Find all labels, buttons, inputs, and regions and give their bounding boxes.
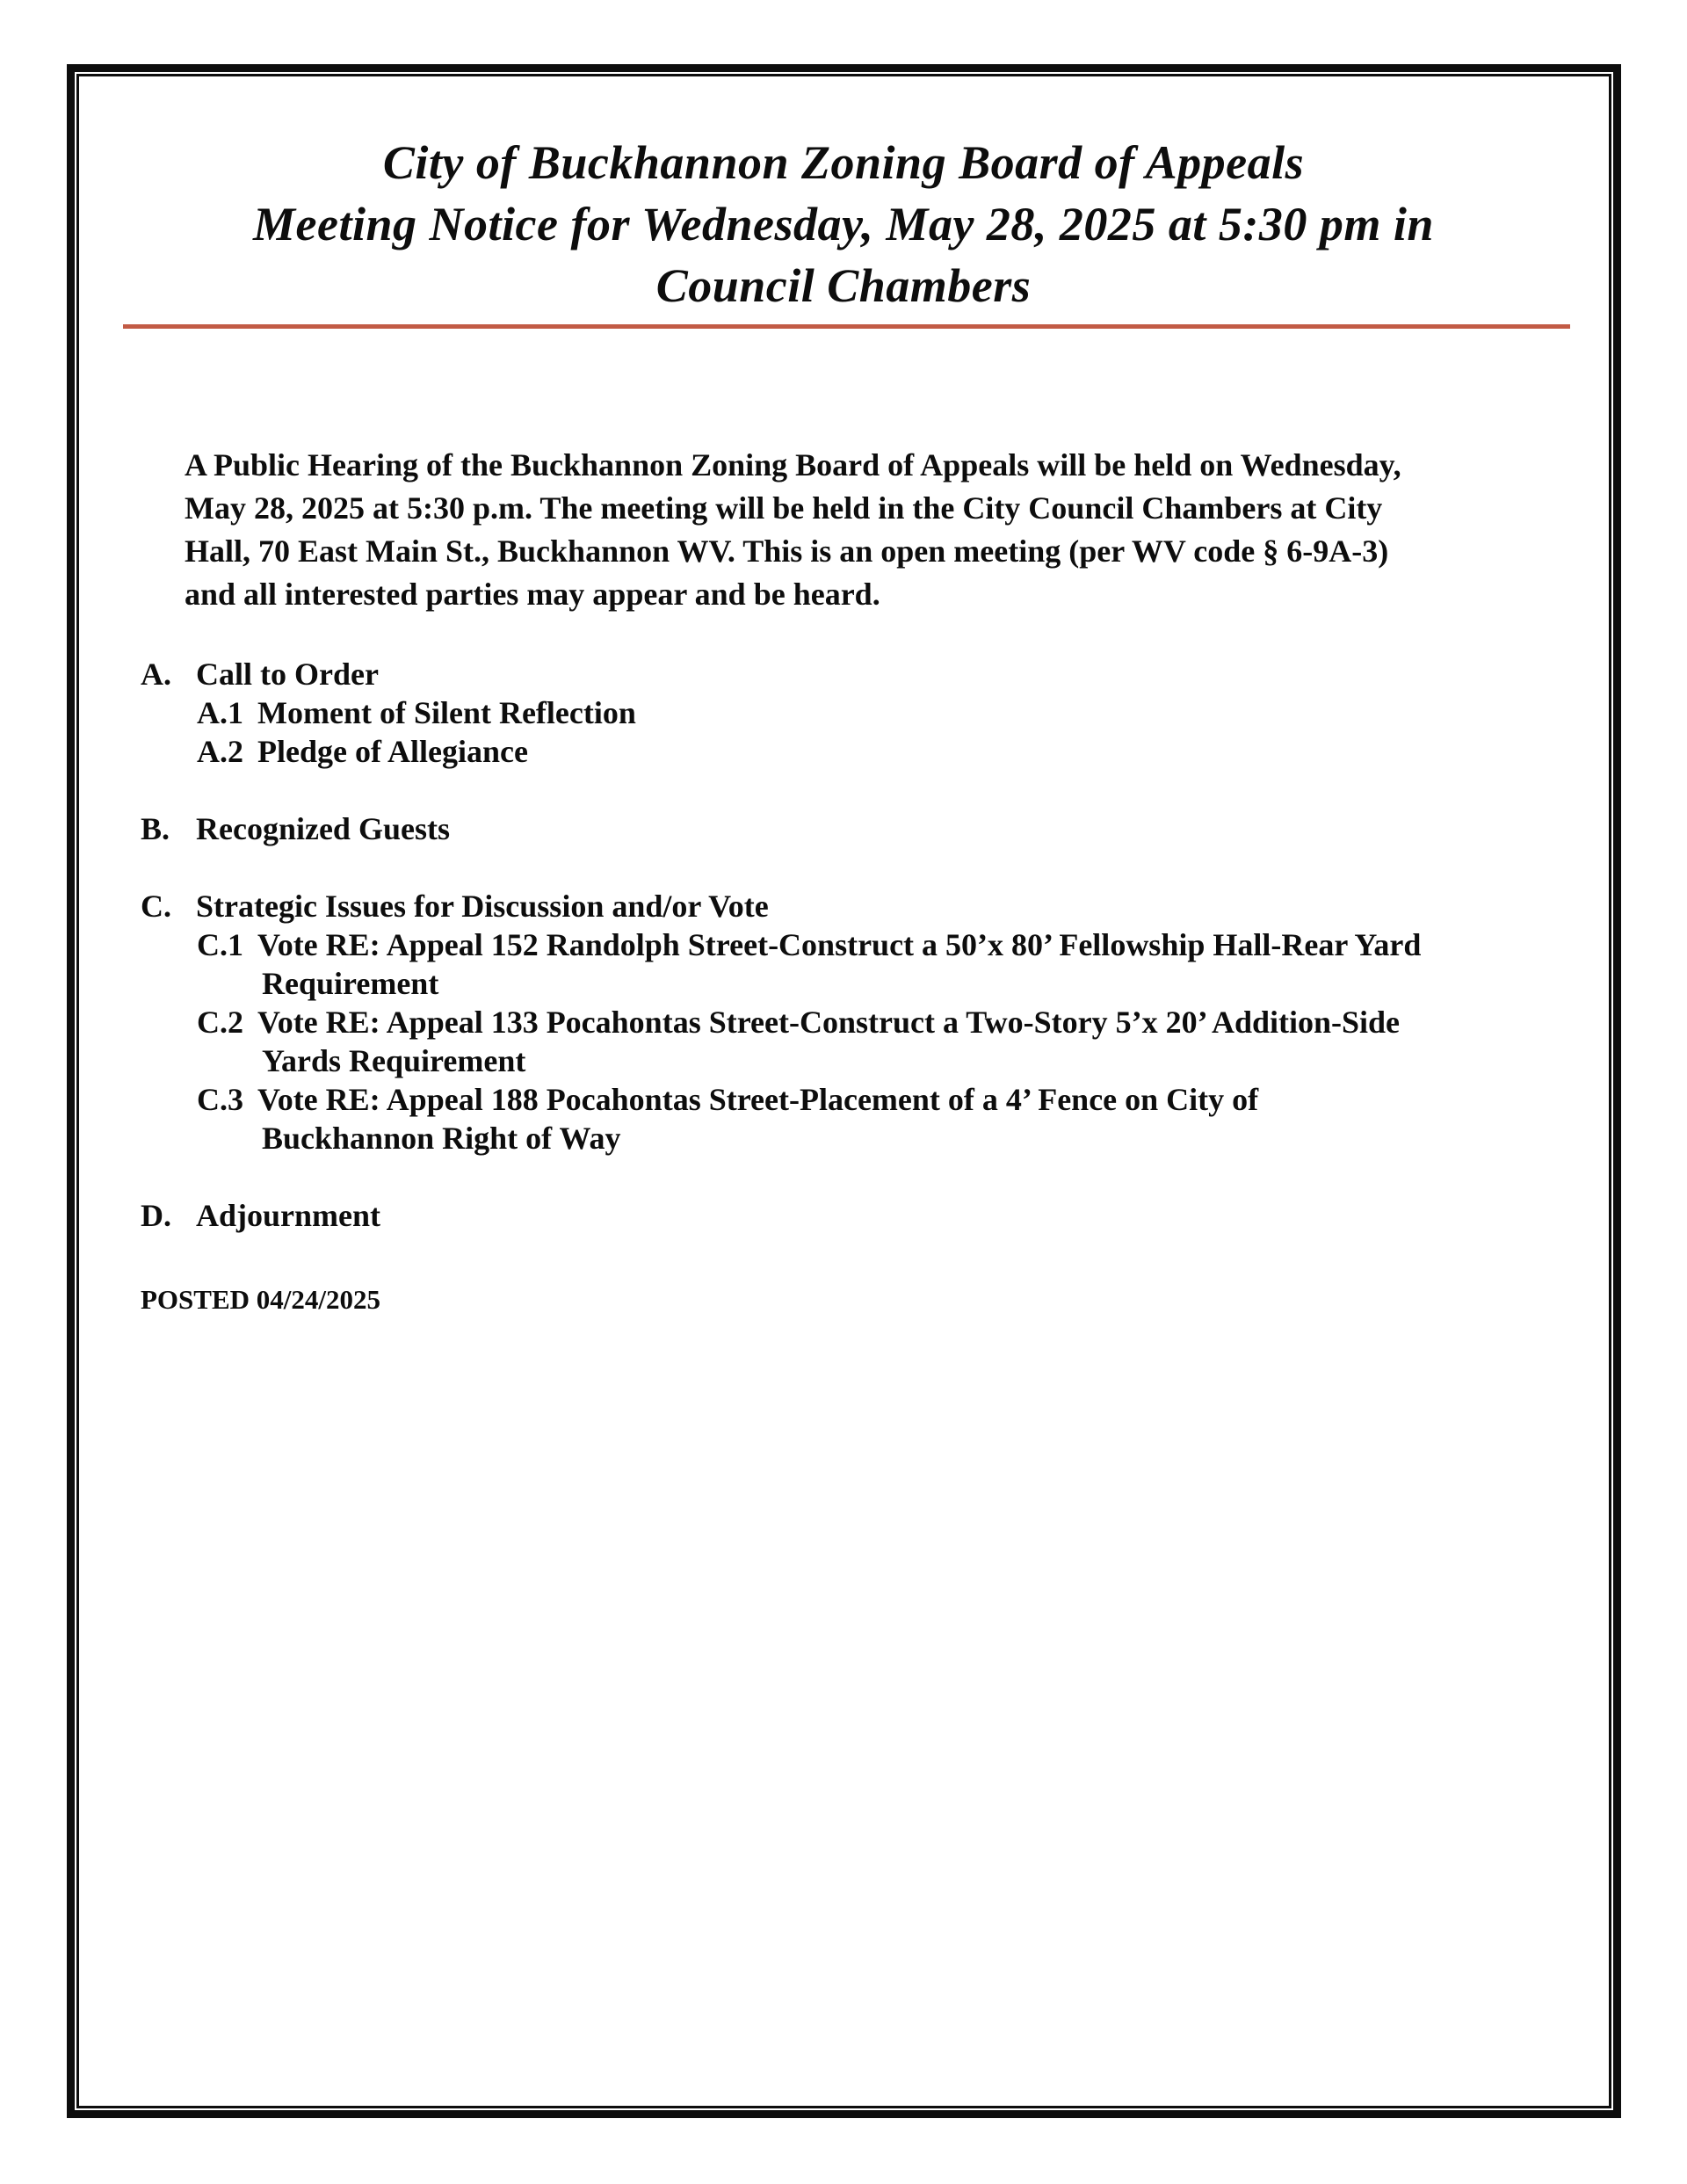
subitem-line-1: Vote RE: Appeal 133 Pocahontas Street-Construct a Two-Story 5’x 20’ Addition-Side xyxy=(257,1005,1401,1040)
agenda-item-a xyxy=(0,655,1687,693)
title-line-2: Meeting Notice for Wednesday, May 28, 2025 at 5:30 pm in xyxy=(253,198,1434,250)
item-label: Call to Order xyxy=(196,657,379,692)
title-divider xyxy=(123,324,1570,329)
item-label: Recognized Guests xyxy=(196,811,450,846)
subitem-line-1: Vote RE: Appeal 152 Randolph Street-Construct a 50’x 80’ Fellowship Hall-Rear Yard xyxy=(257,927,1422,962)
paragraph-line-2: May 28, 2025 at 5:30 p.m. The meeting will be held in the City Council Chambers at City xyxy=(185,490,1383,526)
subitem-line-2: Buckhannon Right of Way xyxy=(262,1121,621,1156)
subitem-marker: A.2 xyxy=(197,734,243,769)
posted-date: POSTED 04/24/2025 xyxy=(141,1284,381,1315)
item-label: Adjournment xyxy=(196,1198,381,1233)
item-marker: D. xyxy=(141,1198,171,1233)
subitem-line-1: Pledge of Allegiance xyxy=(257,734,528,769)
item-label: Strategic Issues for Discussion and/or Vote xyxy=(196,889,769,924)
agenda-subitem-c2 xyxy=(0,1003,1687,1080)
subitem-line-1: Moment of Silent Reflection xyxy=(257,695,636,730)
paragraph-line-1: A Public Hearing of the Buckhannon Zoning Board of Appeals will be held on Wednesday, xyxy=(185,447,1401,483)
title-line-3: Council Chambers xyxy=(655,259,1032,312)
agenda-subitem-a2 xyxy=(0,732,1687,771)
subitem-label xyxy=(257,732,528,771)
subitem-marker: C.3 xyxy=(197,1082,243,1117)
agenda-subitem-a1 xyxy=(0,693,1687,732)
subitem-line-1: Vote RE: Appeal 188 Pocahontas Street-Placement of a 4’ Fence on City of xyxy=(257,1082,1259,1117)
subitem-label xyxy=(257,1080,1258,1157)
agenda-subitem-c3 xyxy=(0,1080,1687,1157)
item-marker: C. xyxy=(141,889,171,924)
agenda-item-b xyxy=(0,809,1687,848)
paragraph-line-4: and all interested parties may appear and be heard. xyxy=(185,577,880,612)
subitem-label xyxy=(257,693,636,732)
subitem-label xyxy=(257,925,1421,1003)
agenda-subitem-c1 xyxy=(0,925,1687,1003)
subitem-line-2: Yards Requirement xyxy=(262,1043,526,1078)
item-marker: A. xyxy=(141,657,171,692)
subitem-marker: C.2 xyxy=(197,1005,243,1040)
subitem-label xyxy=(257,1003,1400,1080)
paragraph-line-3: Hall, 70 East Main St., Buckhannon WV. This is an open meeting (per WV code § 6-9A-3) xyxy=(185,533,1389,569)
title-line-1: City of Buckhannon Zoning Board of Appeals xyxy=(382,136,1305,189)
subitem-line-2: Requirement xyxy=(262,966,439,1001)
subitem-marker: A.1 xyxy=(197,695,243,730)
agenda-item-d xyxy=(0,1196,1687,1235)
item-marker: B. xyxy=(141,811,170,846)
document-title xyxy=(0,132,1687,316)
notice-paragraph xyxy=(185,444,1608,616)
subitem-marker: C.1 xyxy=(197,927,243,962)
agenda-list xyxy=(0,655,1687,1235)
agenda-item-c xyxy=(0,887,1687,925)
